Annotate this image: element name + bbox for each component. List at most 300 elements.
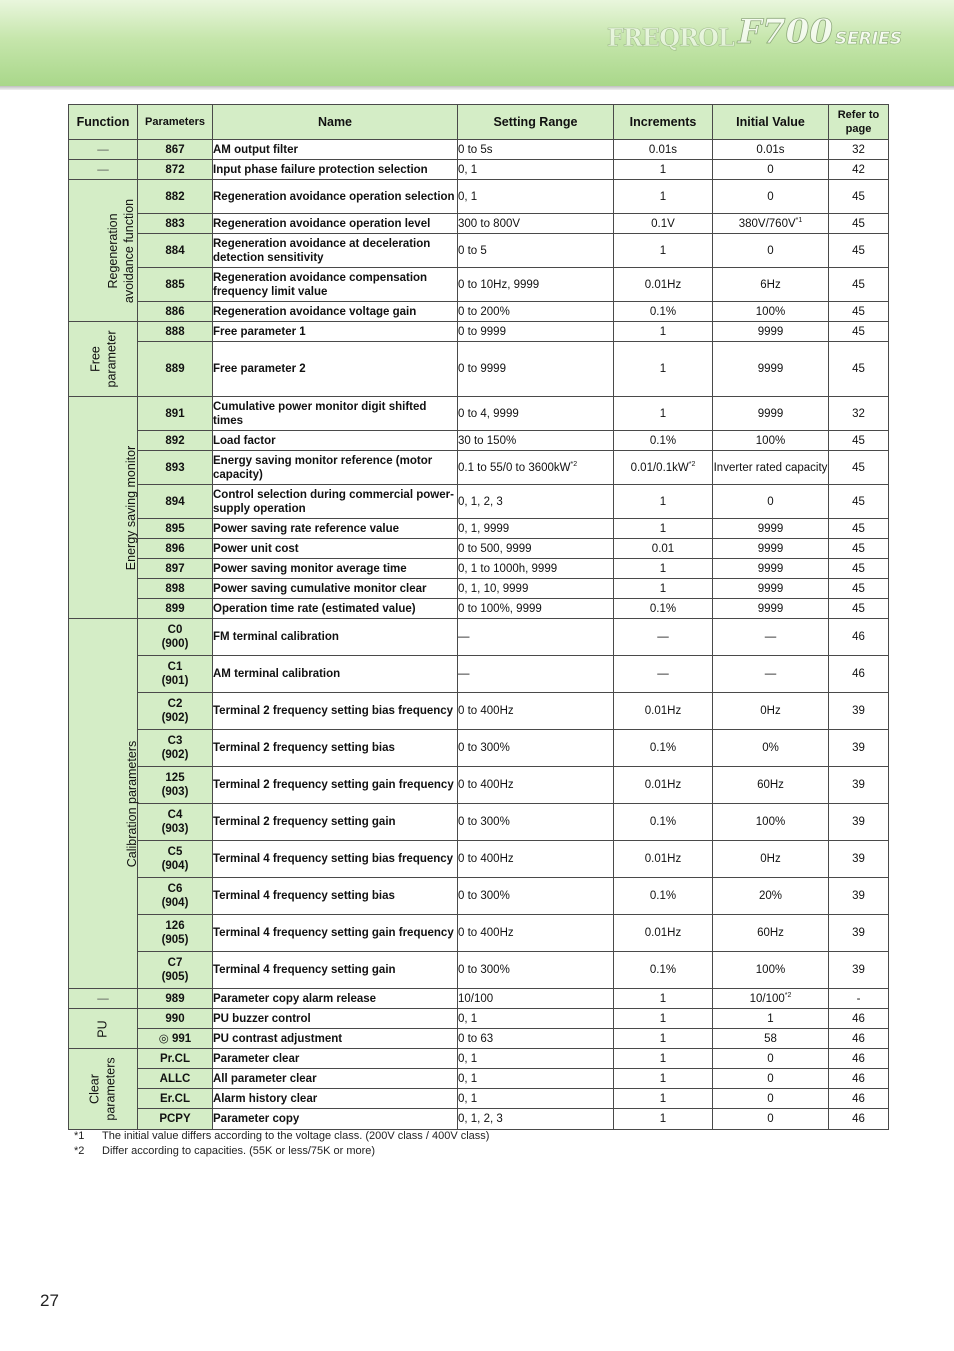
initial-value: 0% [762, 742, 779, 754]
function-label [87, 331, 119, 388]
refer-page-cell: 39 [829, 952, 889, 989]
increment-value: 0.01Hz [644, 705, 682, 717]
table-row [69, 878, 889, 915]
table-header-row [69, 105, 889, 140]
initial-value-footnote-mark: *2 [784, 991, 792, 999]
increment-cell [614, 160, 713, 180]
name-cell: Regeneration avoidance operation selection [213, 180, 458, 214]
range-value: 0, 1 [458, 1052, 478, 1065]
range-cell [458, 1049, 614, 1069]
refer-page-cell: 45 [829, 180, 889, 214]
parameter-number: 891 [165, 407, 185, 420]
footnote-2: *2 Differ according to capacities. (55K or less/75K or more) [74, 1145, 376, 1157]
parameter-alt-number: (903) [161, 786, 189, 798]
increment-cell [614, 767, 713, 804]
name-cell: Regeneration avoidance voltage gain [213, 302, 458, 322]
parameter-number: 892 [165, 434, 185, 447]
function-label [105, 198, 137, 302]
parameter-cell [138, 559, 213, 579]
table-row [69, 431, 889, 451]
range-value: 0, 1, 2, 3 [458, 495, 503, 508]
parameter-cell [138, 302, 213, 322]
initial-value-cell [713, 431, 829, 451]
range-value: 0, 1, 2, 3 [458, 1113, 503, 1125]
parameter-cell [138, 767, 213, 804]
refer-page-cell: 39 [829, 841, 889, 878]
function-label-line: Regeneration [106, 212, 121, 289]
increment-value: 1 [659, 1052, 667, 1065]
initial-value-cell [713, 952, 829, 989]
function-label-line: Calibration parameters [125, 740, 140, 867]
initial-value-cell [713, 559, 829, 579]
range-value: 0 to 300% [458, 816, 510, 828]
increment-value: 1 [659, 244, 667, 257]
initial-value: 9999 [757, 582, 784, 595]
table-row [69, 180, 889, 214]
table-row [69, 841, 889, 878]
refer-page-cell: 45 [829, 559, 889, 579]
range-cell [458, 656, 614, 693]
initial-value: 380V/760V [738, 217, 796, 230]
initial-value-cell [713, 397, 829, 431]
increment-value: 1 [659, 1092, 667, 1105]
parameter-number: C6 [167, 883, 183, 895]
function-label [87, 1057, 119, 1120]
parameter-cell [138, 579, 213, 599]
range-cell [458, 180, 614, 214]
name-cell: Terminal 4 frequency setting gain [213, 952, 458, 989]
function-label-line: avoidance function [122, 198, 137, 303]
name-cell: Power saving cumulative monitor clear [213, 579, 458, 599]
parameter-alt-number: (904) [161, 897, 189, 909]
increment-cell [614, 559, 713, 579]
table-row [69, 234, 889, 268]
refer-page-cell: 42 [829, 160, 889, 180]
initial-value-cell [713, 234, 829, 268]
col-parameters: Parameters [138, 105, 213, 140]
range-value: 0 to 300% [458, 742, 510, 754]
col-initial-value: Initial Value [713, 105, 829, 140]
initial-value-cell [713, 730, 829, 767]
initial-value-cell [713, 841, 829, 878]
initial-value: 9999 [757, 562, 784, 575]
refer-page-cell: 45 [829, 539, 889, 559]
refer-page-cell: 45 [829, 302, 889, 322]
increment-value: — [657, 668, 669, 680]
parameter-cell [138, 878, 213, 915]
table-row [69, 579, 889, 599]
parameter-number: 897 [165, 562, 185, 575]
initial-value: 0 [767, 1072, 774, 1085]
range-cell [458, 397, 614, 431]
initial-value: 10/100 [749, 992, 785, 1005]
range-cell [458, 519, 614, 539]
parameter-alt-number: (905) [161, 971, 189, 983]
initial-value-cell [713, 214, 829, 234]
increment-value: 1 [659, 582, 667, 595]
function-label-line: Energy saving monitor [124, 445, 139, 570]
name-cell: Input phase failure protection selection [213, 160, 458, 180]
initial-value-cell [713, 140, 829, 160]
range-value: 0, 1, 10, 9999 [458, 582, 529, 595]
parameter-cell [138, 140, 213, 160]
initial-value: Inverter rated capacity [713, 461, 828, 474]
range-value: 30 to 150% [458, 434, 517, 447]
increment-value: 1 [659, 163, 667, 176]
increment-cell [614, 1089, 713, 1109]
name-cell: Regeneration avoidance compensation frequency limit value [213, 268, 458, 302]
parameter-cell [138, 342, 213, 397]
increment-value: 0.01Hz [644, 779, 682, 791]
increment-value: — [657, 631, 669, 643]
range-value: 0 to 63 [458, 1032, 494, 1045]
parameter-cell [138, 234, 213, 268]
range-cell [458, 1009, 614, 1029]
increment-cell [614, 234, 713, 268]
refer-page-cell: 39 [829, 730, 889, 767]
header-divider [0, 86, 954, 90]
refer-page-cell: 45 [829, 322, 889, 342]
parameter-alt-number: (901) [161, 675, 189, 687]
increment-value: 1 [659, 363, 667, 375]
table-row [69, 519, 889, 539]
function-cell [69, 1049, 138, 1130]
col-name: Name [213, 105, 458, 140]
table-row [69, 989, 889, 1009]
name-cell: Power saving monitor average time [213, 559, 458, 579]
increment-cell [614, 804, 713, 841]
refer-page-cell: 45 [829, 431, 889, 451]
table-row [69, 397, 889, 431]
parameter-number: 888 [165, 325, 185, 338]
name-cell: AM output filter [213, 140, 458, 160]
initial-value: 9999 [757, 522, 784, 535]
name-cell: Terminal 2 frequency setting bias frequency [213, 693, 458, 730]
initial-value: 100% [755, 816, 786, 828]
increment-value: 0.01Hz [644, 853, 682, 865]
initial-value: 20% [758, 890, 783, 902]
parameter-number: 989 [165, 992, 185, 1005]
initial-value-cell [713, 989, 829, 1009]
table-row [69, 302, 889, 322]
name-cell: Terminal 4 frequency setting gain frequency [213, 915, 458, 952]
range-cell [458, 485, 614, 519]
initial-value-cell [713, 804, 829, 841]
increment-cell [614, 1109, 713, 1130]
refer-page-cell: 46 [829, 1049, 889, 1069]
table-row [69, 599, 889, 619]
range-cell [458, 342, 614, 397]
range-cell [458, 579, 614, 599]
range-cell [458, 693, 614, 730]
function-cell [69, 322, 138, 397]
range-cell [458, 431, 614, 451]
range-value: — [458, 668, 470, 680]
refer-page-cell: 39 [829, 804, 889, 841]
refer-page-cell: 45 [829, 342, 889, 397]
parameter-cell [138, 1049, 213, 1069]
parameter-cell [138, 1109, 213, 1130]
increment-value: 1 [659, 992, 667, 1005]
page-number: 27 [40, 1291, 59, 1310]
table-row [69, 767, 889, 804]
product-logo [607, 12, 902, 52]
increment-cell [614, 878, 713, 915]
increment-value: 1 [659, 1113, 667, 1125]
initial-value-cell [713, 180, 829, 214]
initial-value-cell [713, 656, 829, 693]
parameter-number: 126 [165, 920, 185, 932]
increment-value: 1 [659, 495, 667, 508]
table-row [69, 1089, 889, 1109]
table-body [69, 140, 889, 1130]
initial-value: 9999 [757, 325, 784, 338]
increment-cell [614, 342, 713, 397]
initial-value: — [764, 668, 777, 680]
range-cell [458, 1109, 614, 1130]
initial-value: 60Hz [757, 779, 784, 791]
parameter-cell [138, 989, 213, 1009]
parameter-cell [138, 952, 213, 989]
increment-cell [614, 1009, 713, 1029]
range-cell [458, 140, 614, 160]
range-cell [458, 302, 614, 322]
range-value: 0 to 9999 [458, 363, 506, 375]
range-cell [458, 1029, 614, 1049]
range-cell [458, 915, 614, 952]
range-value: 0, 1 to 1000h, 9999 [458, 562, 558, 575]
initial-value-cell [713, 619, 829, 656]
name-cell: Terminal 2 frequency setting gain [213, 804, 458, 841]
table-row [69, 268, 889, 302]
initial-value-cell [713, 485, 829, 519]
initial-value: 0.01s [756, 143, 785, 156]
increment-cell [614, 1069, 713, 1089]
parameter-number: 899 [165, 602, 185, 615]
name-cell: Load factor [213, 431, 458, 451]
name-cell: Terminal 2 frequency setting gain frequency [213, 767, 458, 804]
parameter-number: C5 [167, 846, 183, 858]
range-value: 0 to 300% [458, 890, 510, 902]
table-row [69, 160, 889, 180]
increment-value: 0.1% [649, 305, 677, 318]
increment-value: 1 [659, 325, 667, 338]
refer-page-cell: 45 [829, 214, 889, 234]
function-label-line: PU [96, 1019, 110, 1038]
initial-value: 100% [755, 964, 786, 976]
range-value: 0 to 5 [458, 244, 487, 257]
initial-value: 0 [767, 244, 774, 257]
col-refer-to-page: Refer to page [829, 105, 889, 140]
increment-cell [614, 214, 713, 234]
table-row [69, 140, 889, 160]
increment-cell [614, 431, 713, 451]
parameter-number: ◎ 991 [158, 1032, 192, 1045]
range-value: 0, 1 [458, 1012, 478, 1025]
increment-value: 1 [659, 190, 667, 203]
parameter-number: 885 [165, 278, 185, 291]
initial-value: 58 [764, 1032, 777, 1045]
function-label [95, 1020, 111, 1037]
range-value: 0, 1 [458, 1092, 478, 1105]
initial-value-cell [713, 160, 829, 180]
range-cell [458, 730, 614, 767]
refer-page-cell: 32 [829, 140, 889, 160]
name-cell: Power unit cost [213, 539, 458, 559]
range-value: 0 to 10Hz, 9999 [458, 278, 540, 291]
parameter-cell [138, 656, 213, 693]
table-row [69, 1109, 889, 1130]
increment-value: 0.1% [649, 964, 677, 976]
name-cell: PU buzzer control [213, 1009, 458, 1029]
range-value: 0, 1 [458, 163, 478, 176]
name-cell: Parameter copy alarm release [213, 989, 458, 1009]
increment-cell [614, 539, 713, 559]
range-value: 0, 1 [458, 1072, 478, 1085]
table-row [69, 539, 889, 559]
range-value: 0 to 400Hz [458, 705, 514, 717]
function-cell [69, 397, 138, 619]
parameter-number: C2 [167, 698, 183, 710]
refer-page-cell: 39 [829, 915, 889, 952]
name-cell: All parameter clear [213, 1069, 458, 1089]
parameter-number: 889 [165, 363, 185, 375]
range-value: 300 to 800V [458, 217, 521, 230]
table-row [69, 952, 889, 989]
refer-page-cell: 46 [829, 1089, 889, 1109]
name-cell: AM terminal calibration [213, 656, 458, 693]
parameter-cell [138, 619, 213, 656]
range-cell [458, 234, 614, 268]
table-row [69, 730, 889, 767]
increment-cell [614, 619, 713, 656]
table-row [69, 322, 889, 342]
increment-cell [614, 730, 713, 767]
header-banner [0, 0, 954, 86]
refer-page-cell: 46 [829, 1029, 889, 1049]
name-cell: Terminal 4 frequency setting bias [213, 878, 458, 915]
parameter-number: 893 [165, 461, 185, 474]
parameter-number: 125 [165, 772, 185, 784]
increment-cell [614, 180, 713, 214]
parameter-number: Er.CL [159, 1092, 191, 1105]
initial-value: 9999 [757, 363, 784, 375]
increment-value: 0.1% [649, 742, 677, 754]
refer-page-cell: 45 [829, 268, 889, 302]
increment-value: 1 [659, 522, 667, 535]
range-cell [458, 559, 614, 579]
increment-cell [614, 451, 713, 485]
parameter-cell [138, 1009, 213, 1029]
name-cell: Energy saving monitor reference (motor capacity) [213, 451, 458, 485]
increment-cell [614, 579, 713, 599]
function-cell: — [69, 989, 138, 1009]
function-label [123, 445, 139, 569]
name-cell: Parameter copy [213, 1109, 458, 1130]
increment-value: 0.01/0.1kW [630, 461, 689, 474]
range-cell [458, 539, 614, 559]
refer-page-cell: 45 [829, 519, 889, 539]
range-cell [458, 214, 614, 234]
refer-page-cell: 32 [829, 397, 889, 431]
table-row [69, 1009, 889, 1029]
range-cell [458, 599, 614, 619]
logo-model: F700 [737, 12, 833, 52]
logo-brand: FREQROL [606, 23, 734, 52]
increment-value: 1 [659, 562, 667, 575]
range-value: — [458, 631, 470, 643]
parameter-alt-number: (900) [161, 638, 189, 650]
table-row [69, 559, 889, 579]
table-row [69, 619, 889, 656]
table-row [69, 1049, 889, 1069]
parameter-number: 883 [165, 217, 185, 230]
parameter-alt-number: (904) [161, 860, 189, 872]
refer-page-cell: 46 [829, 1109, 889, 1130]
increment-value: 0.01Hz [644, 927, 682, 939]
range-value: 0.1 to 55/0 to 3600kW [458, 461, 571, 474]
function-label [124, 740, 140, 866]
increment-value: 0.1% [649, 434, 677, 447]
refer-page-cell: - [829, 989, 889, 1009]
name-cell: Free parameter 1 [213, 322, 458, 342]
range-cell [458, 451, 614, 485]
initial-value: 0Hz [760, 705, 781, 717]
initial-value-cell [713, 1029, 829, 1049]
name-cell: Terminal 4 frequency setting bias frequency [213, 841, 458, 878]
initial-value-cell [713, 878, 829, 915]
col-setting-range: Setting Range [458, 105, 614, 140]
range-cell [458, 1089, 614, 1109]
parameter-alt-number: (905) [161, 934, 189, 946]
range-value: 0 to 500, 9999 [458, 542, 532, 555]
increment-cell [614, 397, 713, 431]
parameter-number: 867 [165, 143, 185, 156]
function-cell [69, 180, 138, 322]
parameter-cell [138, 804, 213, 841]
name-cell: Regeneration avoidance operation level [213, 214, 458, 234]
col-function: Function [69, 105, 138, 140]
range-cell [458, 619, 614, 656]
initial-value-cell [713, 302, 829, 322]
parameter-cell [138, 431, 213, 451]
range-cell [458, 804, 614, 841]
initial-value: 60Hz [757, 927, 784, 939]
increment-cell [614, 1049, 713, 1069]
increment-value: 1 [659, 1012, 667, 1025]
increment-cell [614, 915, 713, 952]
parameter-number: 884 [165, 244, 185, 257]
increment-value: 1 [659, 1072, 667, 1085]
table-row [69, 342, 889, 397]
parameter-number: ALLC [159, 1072, 191, 1085]
increment-cell [614, 322, 713, 342]
increment-cell [614, 1029, 713, 1049]
function-cell [69, 619, 138, 989]
parameter-number: C1 [167, 661, 183, 673]
table-row [69, 656, 889, 693]
initial-value-cell [713, 539, 829, 559]
initial-value-cell [713, 322, 829, 342]
parameter-number: PCPY [159, 1113, 191, 1125]
increment-cell [614, 841, 713, 878]
parameter-cell [138, 519, 213, 539]
refer-page-cell: 45 [829, 485, 889, 519]
initial-value-cell [713, 519, 829, 539]
parameter-cell [138, 1069, 213, 1089]
increment-value: 0.01 [651, 542, 675, 555]
range-value: 0 to 400Hz [458, 853, 514, 865]
